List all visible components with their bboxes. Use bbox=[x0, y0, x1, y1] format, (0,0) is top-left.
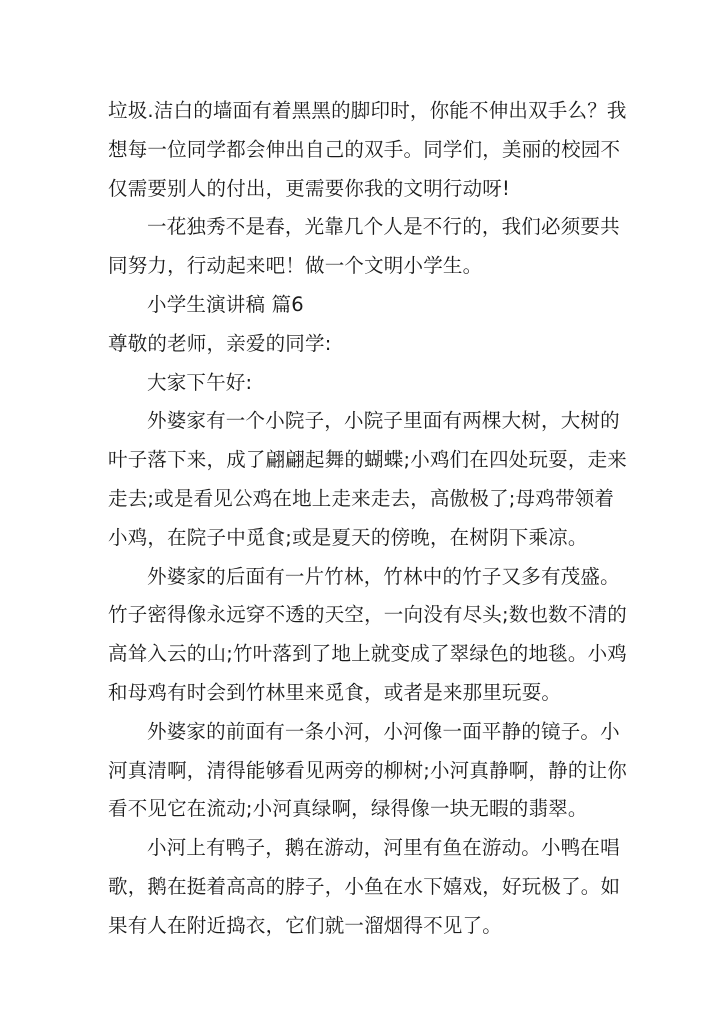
text-line: 一花独秀不是春，光靠几个人是不行的，我们必须要共 bbox=[147, 215, 620, 239]
text-line: 仅需要别人的付出，更需要你我的文明行动呀! bbox=[108, 176, 511, 200]
text-line: 垃圾.洁白的墙面有着黑黑的脚印时，你能不伸出双手么？我 bbox=[108, 99, 627, 122]
text-line: 看不见它在流动;小河真绿啊，绿得像一块无暇的翡翠。 bbox=[108, 797, 588, 821]
text-line: 果有人在附近捣衣，它们就一溜烟得不见了。 bbox=[108, 913, 503, 937]
text-line: 和母鸡有时会到竹林里来觅食，或者是来那里玩耍。 bbox=[108, 680, 562, 704]
text-line: 小鸡，在院子中觅食;或是夏天的傍晚，在树阴下乘凉。 bbox=[108, 525, 588, 549]
text-line: 歌，鹅在挺着高高的脖子，小鱼在水下嬉戏，好玩极了。如 bbox=[108, 874, 621, 898]
section-heading: 小学生演讲稿 篇6 bbox=[147, 292, 304, 316]
text-line: 高耸入云的山;竹叶落到了地上就变成了翠绿色的地毯。小鸡 bbox=[108, 642, 627, 666]
text-line: 竹子密得像永远穿不透的天空，一向没有尽头;数也数不清的 bbox=[108, 603, 627, 627]
greeting: 大家下午好: bbox=[147, 370, 253, 394]
salutation: 尊敬的老师，亲爱的同学: bbox=[108, 331, 332, 355]
text-line: 外婆家的后面有一片竹林，竹林中的竹子又多有茂盛。 bbox=[147, 564, 620, 588]
text-line: 叶子落下来，成了翩翩起舞的蝴蝶;小鸡们在四处玩耍，走来 bbox=[108, 448, 627, 472]
text-line: 河真清啊，清得能够看见两旁的柳树;小河真静啊，静的让你 bbox=[108, 758, 627, 782]
text-line: 小河上有鸭子，鹅在游动，河里有鱼在游动。小鸭在唱 bbox=[147, 836, 620, 860]
text-line: 走去;或是看见公鸡在地上走来走去，高傲极了;母鸡带领着 bbox=[108, 486, 615, 510]
text-line: 外婆家有一个小院子，小院子里面有两棵大树，大树的 bbox=[147, 409, 620, 433]
text-line: 外婆家的前面有一条小河，小河像一面平静的镜子。小 bbox=[147, 719, 620, 743]
text-line: 想每一位同学都会伸出自己的双手。同学们，美丽的校园不 bbox=[108, 137, 621, 161]
text-line: 同努力，行动起来吧！做一个文明小学生。 bbox=[108, 254, 483, 278]
document-body bbox=[108, 92, 627, 946]
